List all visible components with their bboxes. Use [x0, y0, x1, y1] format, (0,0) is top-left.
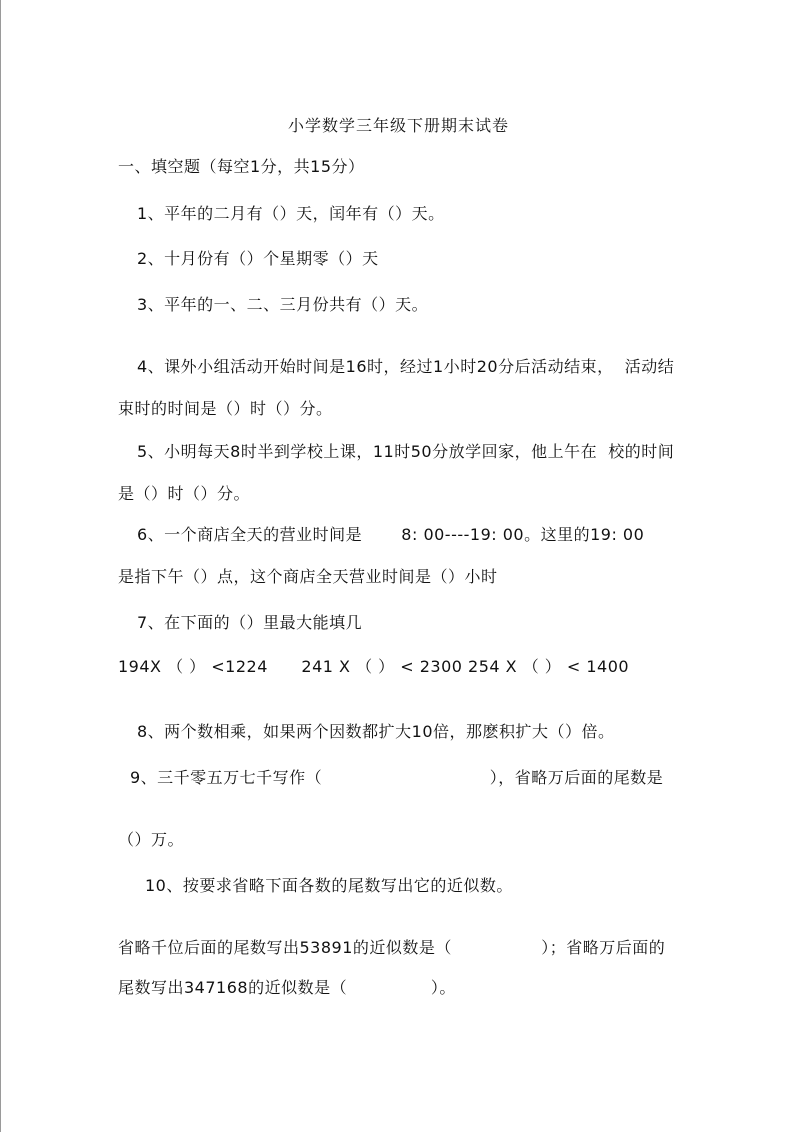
question-7-inequalities: 194X （ ） <1224 241 X （ ） < 2300 254 X （ ） < 1400	[118, 657, 630, 676]
question-6-continuation: 是指下午（）点，这个商店全天营业时间是（）小时	[118, 567, 498, 586]
question-10-line: 10、按要求省略下面各数的尾数写出它的近似数。	[145, 876, 513, 895]
page-title: 小学数学三年级下册期末试卷	[288, 116, 510, 135]
page-left-border	[0, 0, 1, 1132]
question-2-line: 2、十月份有（）个星期零（）天	[137, 249, 379, 268]
question-8-line: 8、两个数相乘，如果两个因数都扩大10倍，那麽积扩大（）倍。	[137, 722, 615, 741]
question-3-line: 3、平年的一、二、三月份共有（）天。	[137, 295, 429, 314]
question-9-continuation: （）万。	[118, 830, 185, 849]
question-5-line: 5、小明每天8时半到学校上课，11时50分放学回家，他上午在 校的时间	[137, 442, 675, 461]
question-1-line: 1、平年的二月有（）天，闰年有（）天。	[137, 204, 445, 223]
question-5-continuation: 是（）时（）分。	[118, 484, 251, 503]
section-heading: 一、填空题（每空1分，共15分）	[118, 157, 365, 176]
question-10-part-2: 尾数写出347168的近似数是（ ）。	[118, 978, 456, 997]
question-7-line: 7、在下面的（）里最大能填几	[137, 613, 363, 632]
question-4-line: 4、课外小组活动开始时间是16时，经过1小时20分后活动结束， 活动结	[137, 357, 675, 376]
question-4-continuation: 束时的时间是（）时（）分。	[118, 399, 333, 418]
question-9-line: 9、三千零五万七千写作（ ），省略万后面的尾数是	[130, 768, 664, 787]
question-6-line: 6、一个商店全天的营业时间是 8: 00----19: 00。这里的19: 00	[137, 525, 645, 544]
question-10-part-1: 省略千位后面的尾数写出53891的近似数是（ ）；省略万后面的	[118, 938, 666, 957]
